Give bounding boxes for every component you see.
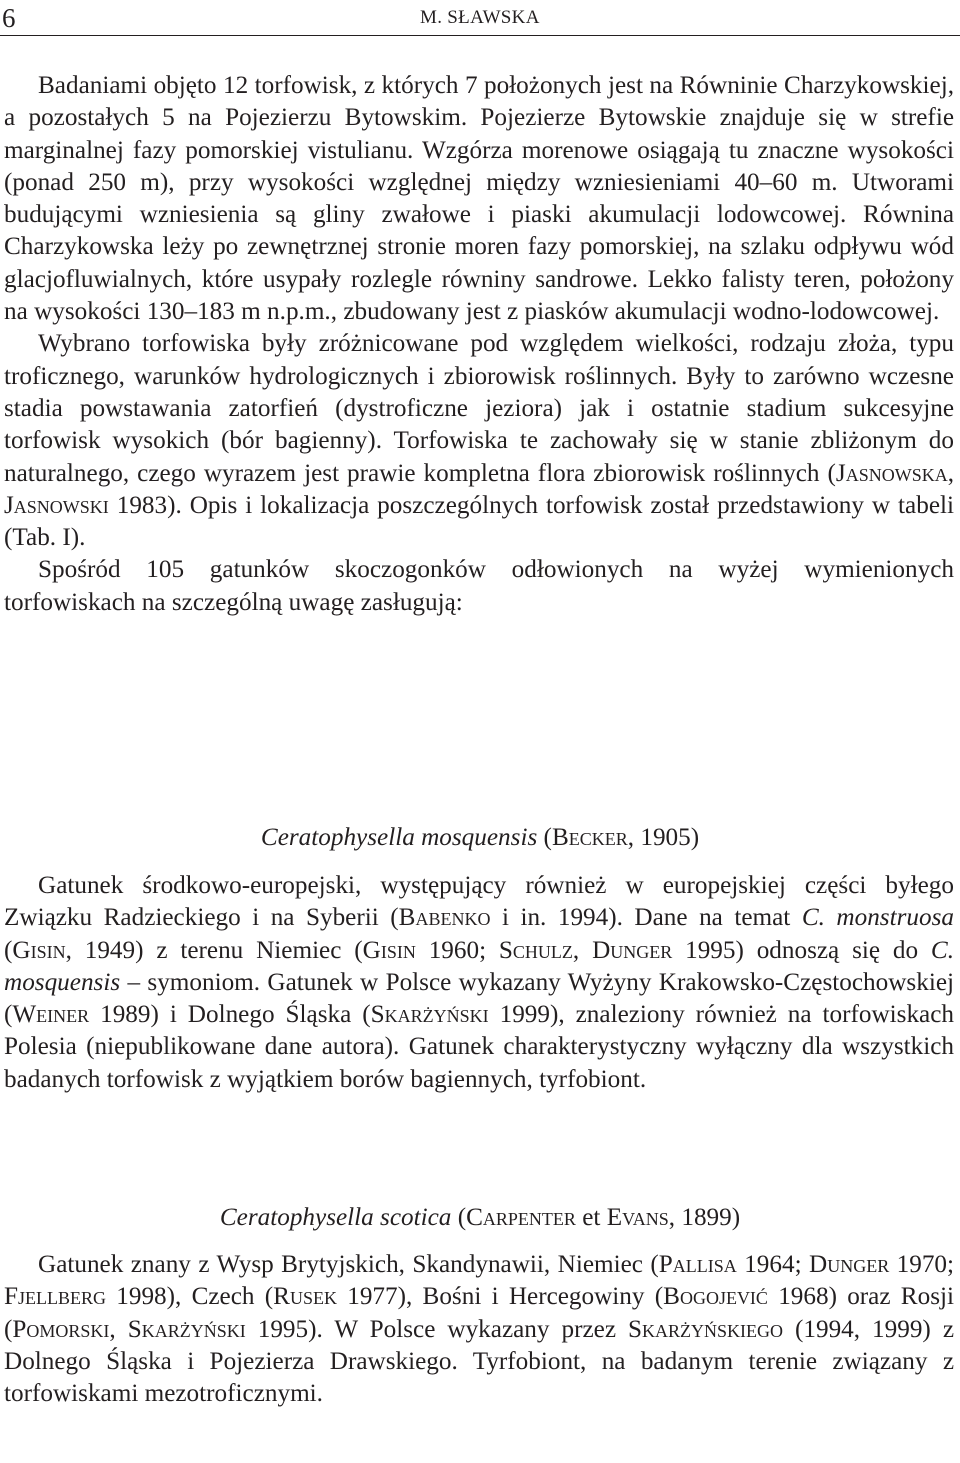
text-run: 1977), Bośni i Hercegowiny ( bbox=[336, 1283, 664, 1311]
running-head: M. SŁAWSKA bbox=[420, 7, 540, 28]
author-carpenter: Carpenter bbox=[466, 1204, 576, 1231]
text-run: et bbox=[575, 1204, 607, 1231]
species-name: Ceratophysella mosquensis bbox=[260, 824, 538, 851]
author-skarzynskiego: Skarżyńskiego bbox=[628, 1315, 784, 1343]
paragraph-study-area: Badaniami objęto 12 torfowisk, z których 7 położonych jest na Równinie Charzykowskiej, a pozostałych 5 na Pojezierzu Bytowskim. Pojezierze Bytowskie znajduje się w strefie marginalnej fazy pomorskiej vistulianu. Wzgórza morenowe osiągają tu znaczne wysokości (ponad 250 m), przy wysokości względnej między wzniesieniami 40–60 m. Utworami budującymi wzniesienia są gliny zwałowe i piaski akumulacji lodowcowej. Równina Charzykowska leży po zewnętrznej stronie moren fazy pomorskiej, na szlaku odpływu wód glacjofluwialnych, które usypały rozlegle równiny sandrowe. Lekko falisty teren, położony na wysokości 130–183 m n.p.m., zbudowany jest z piasków akumulacji wodno-lodowcowej. bbox=[4, 72, 954, 326]
text-run: 1989) i Dolnego Śląska ( bbox=[89, 1001, 371, 1029]
author-jasnowski: Jasnowski bbox=[4, 491, 109, 519]
author-bogojevic: Bogojević bbox=[663, 1283, 768, 1311]
text-run: , 1899) bbox=[668, 1204, 741, 1231]
author-fjellberg: Fjellberg bbox=[4, 1283, 107, 1311]
author-dunger: Dunger bbox=[809, 1251, 890, 1278]
page-number: 6 bbox=[2, 3, 16, 33]
text-run: 1970; bbox=[889, 1251, 955, 1278]
page-header bbox=[0, 0, 960, 40]
text-run: 1964; bbox=[736, 1251, 810, 1278]
text-run: ( bbox=[451, 1204, 467, 1231]
intro-section bbox=[4, 70, 954, 619]
text-run: , bbox=[109, 1315, 128, 1343]
species-heading-scotica bbox=[0, 1202, 960, 1234]
text-run: 1960; bbox=[415, 936, 499, 964]
author-dunger: Dunger bbox=[592, 936, 673, 964]
species-heading-mosquensis bbox=[0, 822, 960, 854]
text-run: 1968) oraz Rosji ( bbox=[4, 1283, 954, 1343]
text-run: ( bbox=[537, 824, 552, 851]
author-skarzynski: Skarżyński bbox=[370, 1001, 489, 1029]
text-run: , 1949) z terenu Niemiec ( bbox=[65, 936, 363, 964]
text-run: 1999), znaleziony również na torfowiskach Polesia (niepublikowane dane autora). Gatunek charakterystyczny wyłączny dla wszystkich badanych torfowisk z wyjątkiem borów bagiennych, tyrfobiont. bbox=[4, 1001, 954, 1093]
author-jasnowska: Jasnowska bbox=[835, 459, 948, 487]
text-run: Wybrano torfowiska były zróżnicowane pod względem wielkości, rodzaju złoża, typu troficznego, warunków hydrologicznych i zbiorowisk roślinnych. Były to zarówno wczesne stadia powstawania zatorfień (dystroficzne jeziora) jak i ostatnie stadium sukcesyjne torfowisk wysokich (bór bagienny). Torfowiska te zachowały się w stanie zbliżonym do naturalnego, czego wyrazem jest prawie kompletna flora zbiorowisk roślinnych ( bbox=[4, 330, 954, 487]
author-weiner: Weiner bbox=[12, 1001, 90, 1029]
text-run: Gatunek środkowo-europejski, występujący również w europejskiej części byłego Związku Radzieckiego i na Syberii ( bbox=[4, 872, 954, 932]
text-run: 1995) odnoszą się do bbox=[672, 936, 931, 964]
text-run: – symoniom. Gatunek w Polsce wykazany Wyżyny Krakowsko-Częstochowskiej ( bbox=[4, 968, 954, 1029]
species-section-mosquensis bbox=[4, 870, 954, 1096]
species-ref: C. monstruosa bbox=[801, 904, 954, 932]
paragraph-mosquensis bbox=[4, 870, 954, 1096]
paragraph-peatland-selection bbox=[4, 328, 954, 554]
author-schulz: Schulz bbox=[498, 936, 573, 964]
text-run: ( bbox=[4, 936, 13, 964]
text-run: Gatunek znany z Wysp Brytyjskich, Skandynawii, Niemiec ( bbox=[38, 1251, 659, 1278]
author-pomorski: Pomorski bbox=[12, 1315, 110, 1343]
paragraph-species-intro: Spośród 105 gatunków skoczogonków odłowionych na wyżej wymienionych torfowiskach na szczególną uwagę zasługują: bbox=[4, 556, 954, 616]
species-section-scotica bbox=[4, 1249, 954, 1410]
species-name: Ceratophysella scotica bbox=[219, 1204, 452, 1231]
author-skarzynski: Skarżyński bbox=[127, 1315, 246, 1343]
author-evans: Evans bbox=[606, 1204, 669, 1231]
author-gisin: Gisin bbox=[12, 936, 66, 964]
text-run: (1994, 1999) z Dolnego Śląska i Pojezierza Drawskiego. Tyrfobiont, na badanym terenie związany z torfowiskami mezotroficznymi. bbox=[4, 1315, 954, 1408]
author-babenko: Babenko bbox=[398, 904, 491, 932]
header-rule bbox=[0, 35, 960, 36]
text-run: 1998), Czech ( bbox=[106, 1283, 274, 1311]
author-becker: Becker bbox=[551, 824, 628, 851]
text-run: i in. 1994). Dane na temat bbox=[490, 904, 802, 932]
text-run: , 1905) bbox=[627, 824, 700, 851]
paragraph-scotica bbox=[4, 1249, 954, 1410]
species-ref: C. mosquensis bbox=[4, 936, 955, 996]
text-run: 1995). W Polsce wykazany przez bbox=[245, 1315, 628, 1343]
author-pallisa: Pallisa bbox=[658, 1251, 737, 1278]
text-run: , bbox=[572, 936, 593, 964]
text-run: , bbox=[947, 459, 954, 487]
author-rusek: Rusek bbox=[273, 1283, 337, 1311]
author-gisin: Gisin bbox=[362, 936, 416, 964]
text-run: 1983). Opis i lokalizacja poszczególnych torfowisk został przedstawiony w tabeli (Tab. I). bbox=[4, 491, 954, 552]
